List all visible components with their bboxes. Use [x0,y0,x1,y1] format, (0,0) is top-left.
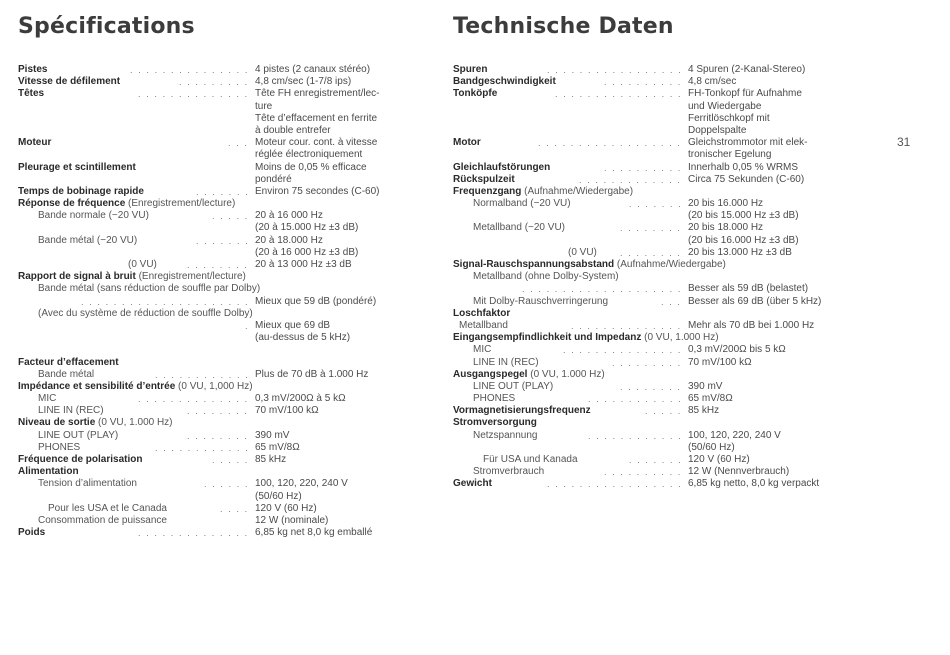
spec-row [18,417,420,429]
dot-leader: . . . . . . . . . . . . . . . . . . [538,138,682,149]
dot-leader: . . . . . [212,455,249,465]
spec-label-note: Metallband (ohne Dolby-System) [473,271,619,283]
spec-row [453,466,875,478]
dot-leader: . . . . . [212,211,249,222]
spec-value: 65 mV/8Ω [255,441,300,453]
spec-value: 85 kHz [688,405,720,417]
spec-label [18,357,119,369]
spec-row [453,210,875,222]
spec-row [18,393,420,405]
spec-row [453,88,875,100]
spec-label-bold: Bandgeschwindigkeit [453,76,556,88]
spec-row [453,320,875,332]
spec-label [473,357,539,369]
spec-row [18,210,420,222]
spec-label-note: (Aufnahme/Wiedergabe) [614,259,726,270]
spec-label [453,88,497,100]
spec-label-note: PHONES [38,441,81,453]
spec-label [473,466,544,478]
spec-row [453,149,875,161]
spec-value: 390 mV [688,380,723,392]
spec-label [453,64,487,76]
spec-row [18,381,420,393]
dot-leader: . . . . . . . . . . . . . . . [563,345,682,356]
spec-label-bold: Eingangsempfindlichkeit und Impedanz [453,332,642,344]
spec-label-note: PHONES [473,393,516,405]
spec-label-note: Consommation de puissance [38,514,167,526]
dot-leader: . . . . . . . [196,186,250,197]
dot-leader: . . . . . . . . . . . . [588,430,683,441]
spec-label [38,515,167,527]
spec-value: 20 à 18.000 Hz [255,234,323,246]
spec-value: Plus de 70 dB à 1.000 Hz [255,368,369,380]
spec-value: 0,3 mV/200Ω à 5 kΩ [255,393,346,405]
spec-label [38,430,118,442]
dot-leader: . . . . . . . [196,235,250,246]
spec-label-bold: Rückspulzeit [453,173,515,185]
spec-row [453,271,875,283]
spec-value: 4 Spuren (2-Kanal-Stereo) [688,64,806,75]
spec-value: 100, 120, 220, 240 V [255,478,348,490]
spec-label [38,393,56,405]
spec-row [453,235,875,247]
spec-row [453,174,875,186]
spec-row [453,393,875,405]
spec-row [18,491,420,503]
spec-row [18,478,420,490]
spec-row [453,478,875,490]
spec-label-bold: Rapport de signal à bruit [18,271,136,283]
spec-row [18,174,420,186]
spec-value: 65 mV/8Ω [688,393,733,405]
spec-label [48,503,167,515]
dot-leader: . . . . . . . . [187,430,249,441]
spec-row [18,320,420,332]
spec-value: Doppelspalte [688,124,747,136]
spec-value: 20 à 16 000 Hz [255,210,323,222]
spec-value: 70 mV/100 kΩ [688,356,752,368]
spec-label-bold: Temps de bobinage rapide [18,185,144,197]
spec-value: 6,85 kg netto, 8,0 kg verpackt [688,478,820,490]
spec-label-bold: Gewicht [453,478,492,490]
spec-label [18,466,79,478]
spec-value: 120 V (60 Hz) [688,454,750,465]
spec-label-note: Pour les USA et le Canada [48,502,167,514]
dot-leader: . . . . . . . . . . [604,162,682,173]
dot-leader: . . . . . . . . [620,381,682,392]
spec-label [18,186,144,198]
spec-row [453,332,875,344]
spec-value: 120 V (60 Hz) [255,502,317,514]
spec-row [18,515,420,527]
spec-row [18,137,420,149]
dot-leader: . . . . . . . [629,199,683,210]
spec-label [453,417,537,429]
spec-label [18,417,173,429]
dot-leader: . . . . . . . . . [179,77,249,88]
spec-value: Mieux que 69 dB [255,319,331,331]
spec-label [483,454,578,466]
spec-label-bold: Poids [18,527,46,539]
spec-row [18,259,420,271]
spec-row [453,137,875,149]
spec-label-bold: Moteur [18,137,52,149]
dot-leader: . . . . . . . . [620,247,682,258]
spec-label-note: LINE OUT (PLAY) [473,380,554,392]
spec-label [18,454,142,466]
spec-label-note: Metallband (−20 VU) [473,222,565,234]
dot-leader: . . . . . . . . [187,260,249,270]
spec-row [18,235,420,247]
spec-label-note: LINE IN (REC) [473,356,539,368]
spec-value: 20 à 13 000 Hz ±3 dB [255,259,352,270]
dot-leader: . . . . . . . . [187,406,249,417]
spec-row [453,222,875,234]
spec-label [473,344,491,356]
spec-label-note: Bande métal (sans réduction de souffle par Dolby) [38,283,261,295]
spec-row [453,162,875,174]
spec-row [18,64,420,76]
spec-label-note: LINE OUT (PLAY) [38,429,119,441]
spec-label [459,320,508,332]
spec-value: ture [255,100,273,112]
spec-value: 4,8 cm/sec [688,76,737,88]
spec-label-note: (0 VU) [128,259,157,270]
spec-label [18,76,120,88]
spec-row [453,405,875,417]
spec-label-note: Normalband (−20 VU) [473,198,571,210]
spec-value: 0,3 mV/200Ω bis 5 kΩ [688,344,786,356]
spec-row [18,125,420,137]
spec-label-note: Bande métal (−20 VU) [38,234,138,246]
spec-row [18,332,420,344]
spec-label [38,308,253,320]
dot-leader: . . . . . . . . . . . . . . . . . [547,479,683,490]
spec-row [453,442,875,454]
spec-label-note: Bande métal [38,368,95,380]
spec-row [453,283,875,295]
spec-row [18,198,420,210]
spec-row [453,198,875,210]
spec-row [18,405,420,417]
dot-leader: . . . . . . . . . . [604,77,682,88]
spec-row [18,88,420,100]
spec-row [453,101,875,113]
spec-label-note: (0 VU, 1,000 Hz) [175,380,253,392]
spec-label [473,381,553,393]
spec-label [38,405,104,417]
spec-row [18,369,420,381]
spec-row [453,357,875,369]
dot-leader: . [245,320,250,331]
spec-value: Besser als 59 dB (belastet) [688,283,809,295]
spec-list-german [453,64,875,491]
spec-value: 20 bis 16.000 Hz [688,198,764,210]
spec-row [453,369,875,381]
spec-label [38,235,137,247]
spec-value: 70 mV/100 kΩ [255,405,319,417]
spec-label-bold: Têtes [18,88,45,100]
spec-label-note: (0 VU) [568,246,597,258]
spec-value: (50/60 Hz) [255,490,302,502]
spec-row [18,186,420,198]
spec-label [453,259,726,271]
spec-value: tronischer Egelung [688,149,772,161]
spec-label [38,210,149,222]
dot-leader: . . . . . . . . . . . . [155,369,250,380]
spec-value: (20 à 15.000 Hz ±3 dB) [255,222,359,234]
spec-value: (50/60 Hz) [688,441,735,453]
spec-label-note: Mit Dolby-Rauschverringerung [473,295,609,307]
dot-leader: . . . . . . . . . . . . . . [138,528,249,539]
spec-label [453,174,515,186]
spec-label-bold: Réponse de fréquence [18,198,126,210]
spec-label-bold: Pistes [18,64,48,75]
spec-label [18,162,136,174]
spec-row [18,308,420,320]
spec-label [473,222,565,234]
spec-row [18,283,420,295]
spec-value: (au-dessus de 5 kHz) [255,332,351,344]
spec-value: 390 mV [255,429,290,441]
spec-label [18,64,47,76]
spec-label [38,369,94,381]
spec-value: à double entrefer [255,124,331,136]
spec-value: 20 bis 13.000 Hz ±3 dB [688,246,792,258]
spec-row [18,149,420,161]
spec-value: Mieux que 59 dB (pondéré) [255,295,377,307]
spec-row [18,454,420,466]
spec-value: Gleichstrommotor mit elek- [688,137,808,149]
dot-leader: . . . . . . . . . . . . . . . [130,65,249,75]
dot-leader: . . . . . . [204,479,250,490]
spec-label-note: MIC [473,344,492,356]
spec-row [453,113,875,125]
spec-row [18,466,420,478]
spec-row [18,76,420,88]
spec-value: 85 kHz [255,454,287,465]
dot-leader: . . . . . . . . . . . . . . [138,89,249,100]
spec-value: Tête FH enregistrement/lec- [255,88,380,100]
spec-label-bold: Pleurage et scintillement [18,161,136,173]
dot-leader: . . . . [220,503,249,514]
spec-row [453,125,875,137]
spec-label [38,478,137,490]
spec-label-note: MIC [38,393,57,405]
dot-leader: . . . [661,296,682,307]
spec-label-note: Netzspannung [473,429,538,441]
spec-value: (20 à 16 000 Hz ±3 dB) [255,246,359,258]
spec-row [453,247,875,259]
spec-label [473,296,608,308]
spec-value: 12 W (Nennverbrauch) [688,466,790,478]
spec-label-bold: Facteur d’effacement [18,356,119,368]
spec-label [18,381,253,393]
spec-label [453,76,556,88]
spec-row [18,222,420,234]
spec-row [453,308,875,320]
spec-label-note: (0 VU, 1.000 Hz) [641,332,719,344]
spec-label [453,308,510,320]
spec-row [18,247,420,259]
spec-row [18,430,420,442]
spec-value: Mehr als 70 dB bei 1.000 Hz [688,319,815,331]
spec-label [18,198,235,210]
spec-row [18,357,420,369]
dot-leader: . . . . . . . . . . . . . . . . . . . . [522,284,682,295]
spec-label-note: Stromverbrauch [473,466,545,478]
spec-row [453,417,875,429]
spec-label [128,259,157,271]
spec-label-bold: Motor [453,137,481,149]
spec-label-bold: Impédance et sensibilité d’entrée [18,380,176,392]
spec-label-bold: Vitesse de défilement [18,76,121,88]
dot-leader: . . . . . . . [629,455,683,465]
spec-value: 12 W (nominale) [255,514,329,526]
spec-row [453,344,875,356]
section-title-german: Technische Daten [453,14,674,39]
spec-value: 100, 120, 220, 240 V [688,429,781,441]
spec-label [18,271,246,283]
spec-value: Environ 75 secondes (C-60) [255,185,380,197]
spec-row [18,113,420,125]
spec-label-bold: Gleichlaufstörungen [453,161,551,173]
spec-label [453,137,481,149]
spec-row [18,344,420,356]
dot-leader: . . . . . . . . . . . . . . [571,320,682,331]
spec-label [18,88,44,100]
spec-row [18,442,420,454]
spec-row [18,162,420,174]
spec-label-bold: Tonköpfe [453,88,498,100]
spec-label-bold: Ausgangspegel [453,368,528,380]
spec-row [453,296,875,308]
spec-value: Tête d’effacement en ferrite [255,112,378,124]
spec-label-bold: Loschfaktor [453,307,511,319]
spec-label-note: Tension d’alimentation [38,478,137,490]
spec-label [473,271,619,283]
spec-label-bold: Signal-Rauschspannungsabstand [453,259,615,270]
dot-leader: . . . . . . . . . . . . . . . . . . . . . [81,296,250,307]
spec-value: Besser als 69 dB (über 5 kHz) [688,295,822,307]
dot-leader: . . . . . . . . . . . . [155,442,250,453]
spec-label-bold: Niveau de sortie [18,417,96,429]
spec-label [453,332,719,344]
spec-value: Moins de 0,05 % efficace [255,161,367,173]
spec-label [473,198,571,210]
spec-value: Ferritlöschkopf mit [688,112,770,124]
spec-label-bold: Vormagnetisierungsfrequenz [453,405,591,417]
spec-row [453,381,875,393]
spec-row [453,186,875,198]
spec-value: Innerhalb 0,05 % WRMS [688,161,799,173]
spec-value: und Wiedergabe [688,100,762,112]
spec-row [18,503,420,515]
spec-label [453,162,550,174]
spec-value: 4,8 cm/sec (1-7/8 ips) [255,76,352,88]
spec-label-bold: Spuren [453,64,488,75]
spec-label-note: (Enregistrement/lecture) [125,198,236,210]
dot-leader: . . . . . . . . . . . . . . . . . [547,65,683,75]
spec-label-bold: Fréquence de polarisation [18,454,143,465]
dot-leader: . . . . . . . . . . [604,467,682,478]
spec-label-note: (Aufnahme/Wiedergabe) [521,185,634,197]
spec-value: Circa 75 Sekunden (C-60) [688,173,805,185]
spec-label [568,247,597,259]
spec-label [18,137,51,149]
spec-row [18,296,420,308]
spec-row [18,101,420,113]
spec-label-note: Bande normale (−20 VU) [38,210,149,222]
spec-row [453,430,875,442]
spec-value: FH-Tonkopf für Aufnahme [688,88,802,100]
spec-label [473,393,515,405]
dot-leader: . . . [228,138,249,149]
spec-row [18,271,420,283]
spec-label-note: (Avec du système de réduction de souffle Dolby) [38,307,253,319]
spec-label-note: (Enregistrement/lecture) [135,271,246,283]
dot-leader: . . . . . . . . . . . . . . . . [555,89,683,100]
spec-label-bold: Frequenzgang [453,185,522,197]
dot-leader: . . . . . . . . . . . . . [579,174,682,185]
section-title-french: Spécifications [18,14,195,39]
spec-row [453,259,875,271]
spec-label [453,405,591,417]
spec-row [453,64,875,76]
spec-value: réglée électroniquement [255,149,363,161]
spec-label [18,527,45,539]
spec-label [453,478,492,490]
spec-value: pondéré [255,173,292,185]
dot-leader: . . . . . [645,406,682,417]
spec-value: Moteur cour. cont. à vitesse [255,137,378,149]
spec-value: 4 pistes (2 canaux stéréo) [255,64,371,75]
spec-row [453,76,875,88]
spec-label-note: (0 VU, 1.000 Hz) [527,368,605,380]
spec-list-french [18,64,420,539]
spec-label [453,369,605,381]
spec-label-note: Metallband [459,319,508,331]
spec-value: (20 bis 15.000 Hz ±3 dB) [688,210,799,222]
spec-label-bold: Alimentation [18,466,79,478]
spec-label [38,442,80,454]
spec-label-bold: Stromversorgung [453,417,537,429]
dot-leader: . . . . . . . . . . . . . . [138,394,249,405]
spec-row [18,527,420,539]
spec-value: 6,85 kg net 8,0 kg emballé [255,527,373,539]
spec-label [453,186,633,198]
spec-value: 20 bis 18.000 Hz [688,222,764,234]
dot-leader: . . . . . . . . [620,223,682,234]
spec-row [453,454,875,466]
spec-label [473,430,538,442]
spec-value: (20 bis 16.000 Hz ±3 dB) [688,234,799,246]
dot-leader: . . . . . . . . . [612,357,682,368]
spec-label-note: Für USA und Kanada [483,454,578,465]
page-number: 31 [897,135,911,149]
spec-label-note: LINE IN (REC) [38,405,104,417]
spec-label [38,283,260,295]
dot-leader: . . . . . . . . . . . . [588,394,683,405]
spec-label-note: (0 VU, 1.000 Hz) [95,417,173,429]
